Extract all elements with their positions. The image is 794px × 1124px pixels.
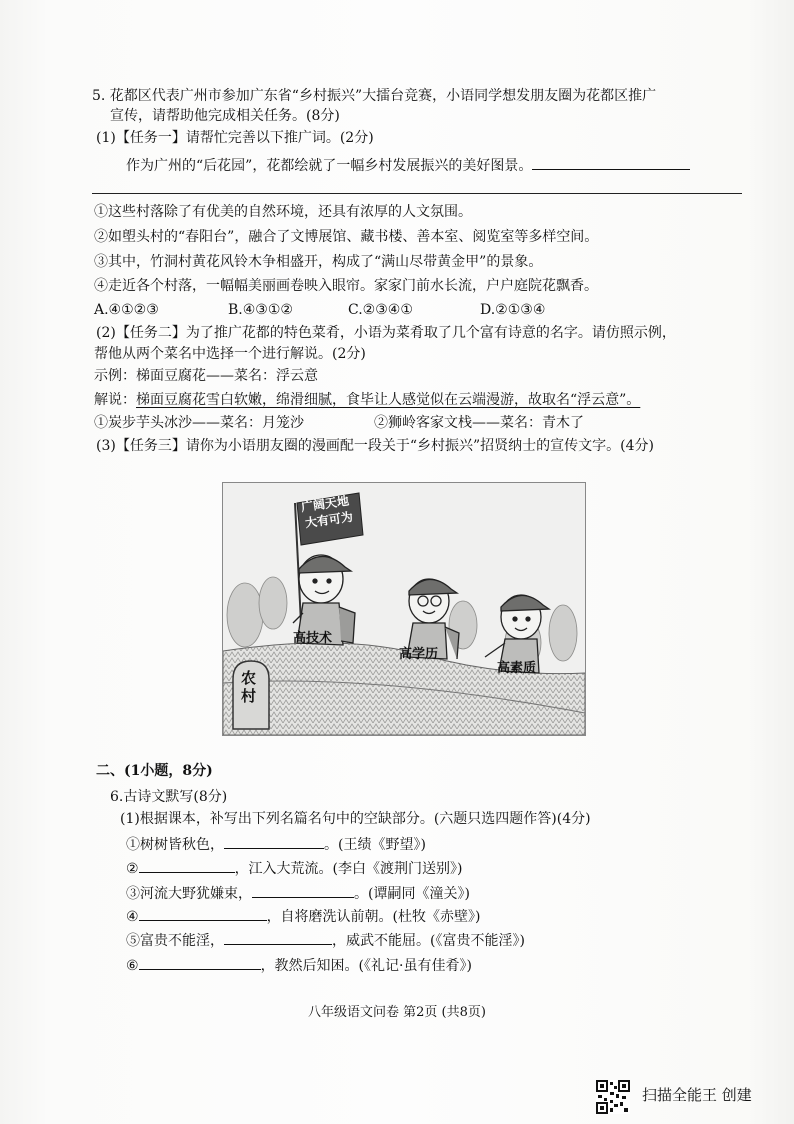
recite-4-blank[interactable] (139, 906, 267, 921)
recite-6-blank[interactable] (139, 955, 261, 970)
label-high-education: 高学历 (399, 647, 439, 662)
scanner-brand: 扫描全能王 创建 (642, 1086, 752, 1104)
recite-3-post: 。(谭嗣同《潼关》) (354, 886, 470, 902)
task1-sentence: 作为广州的“后花园”，花都绘就了一幅乡村发展振兴的美好图景。 (126, 158, 533, 174)
q6-heading: 6.古诗文默写(8分) (110, 789, 228, 805)
dish-option-1: ①炭步芋头冰沙——菜名：月笼沙 (94, 415, 304, 431)
recite-2-post: ，江入大荒流。(李白《渡荆门送别》) (234, 861, 463, 877)
task2-line1: (2)【任务二】为了推广花都的特色菜肴，小语为菜肴取了几个富有诗意的名字。请仿照示例， (96, 325, 676, 341)
dish-option-2: ②狮岭客家文栈——菜名：青木了 (374, 415, 584, 431)
task1-heading: (1)【任务一】请帮忙完善以下推广词。(2分) (96, 130, 374, 146)
sentence-3: ③其中，竹洞村黄花风铃木争相盛开，构成了“满山尽带黄金甲”的景象。 (94, 254, 543, 270)
sentence-1: ①这些村落除了有优美的自然环境，还具有浓厚的人文氛围。 (94, 204, 472, 220)
task1-text (126, 155, 690, 176)
recite-5-blank[interactable] (224, 930, 332, 945)
explain-text: 梯面豆腐花雪白软嫩，绵滑细腻，食毕让人感觉似在云端漫游，故取名“浮云意”。 (136, 392, 641, 408)
q5-line1: 5. 花都区代表广州市参加广东省“乡村振兴”大擂台竞赛，小语同学想发朋友圈为花都区推广 (92, 88, 657, 104)
recite-line-1 (126, 834, 426, 855)
sentence-2: ②如塱头村的“春阳台”，融合了文博展馆、藏书楼、善本室、阅览室等多样空间。 (94, 229, 599, 245)
option-b[interactable]: B.④③①② (228, 302, 293, 318)
recite-line-3 (126, 883, 470, 904)
recite-1-post: 。(王绩《野望》) (324, 837, 426, 853)
option-c[interactable]: C.②③④① (348, 302, 413, 318)
example-text: 示例：梯面豆腐花——菜名：浮云意 (94, 368, 318, 384)
option-a[interactable]: A.④①②③ (94, 302, 159, 318)
recite-4-pre: ④ (126, 909, 139, 925)
answer-line (92, 193, 742, 194)
recite-1-blank[interactable] (224, 834, 324, 849)
label-high-tech: 高技术 (293, 631, 333, 646)
recite-2-blank[interactable] (139, 858, 235, 873)
q6-instruction: (1)根据课本，补写出下列名篇名句中的空缺部分。(六题只选四题作答)(4分) (120, 811, 591, 827)
cartoon-drawing (223, 483, 585, 735)
recite-1-pre: ①树树皆秋色， (126, 837, 224, 853)
recite-3-blank[interactable] (252, 883, 354, 898)
q5-line2: 宣传，请帮助他完成相关任务。(8分) (110, 108, 340, 124)
recite-6-post: ，教然后知困。(《礼记·虽有佳肴》) (260, 958, 472, 974)
stone-label: 农村 (241, 669, 257, 705)
qr-code-icon (596, 1080, 630, 1114)
section2-heading: 二、(1小题，8分) (96, 763, 213, 779)
cartoon-illustration (222, 482, 586, 736)
recite-line-4 (126, 906, 481, 927)
recite-line-6 (126, 955, 472, 976)
recite-4-post: ，自将磨洗认前朝。(杜牧《赤壁》) (266, 909, 481, 925)
recite-2-pre: ② (126, 861, 139, 877)
label-high-quality: 高素质 (497, 661, 537, 676)
recite-5-pre: ⑤富贵不能淫， (126, 933, 224, 949)
recite-6-pre: ⑥ (126, 958, 139, 974)
recite-line-2 (126, 858, 463, 879)
task3-heading: (3)【任务三】请你为小语朋友圈的漫画配一段关于“乡村振兴”招贤纳士的宣传文字。(4分) (96, 438, 654, 454)
recite-line-5 (126, 930, 525, 951)
task1-answer-blank[interactable] (532, 155, 690, 170)
recite-5-post: ，威武不能屈。(《富贵不能淫》) (332, 933, 525, 949)
page-footer: 八年级语文问卷 第2页 (共8页) (308, 1005, 486, 1020)
recite-3-pre: ③河流大野犹嫌束， (126, 886, 252, 902)
flag-text-2: 大有可为 (304, 509, 354, 531)
explain-label: 解说： (94, 392, 136, 408)
task2-line2: 帮他从两个菜名中选择一个进行解说。(2分) (94, 346, 366, 362)
option-d[interactable]: D.②①③④ (480, 302, 546, 318)
explain-line (94, 390, 640, 410)
flag-text-1: 广阔天地 (300, 493, 350, 515)
sentence-4: ④走近各个村落，一幅幅美丽画卷映入眼帘。家家门前水长流，户户庭院花飘香。 (94, 278, 598, 294)
